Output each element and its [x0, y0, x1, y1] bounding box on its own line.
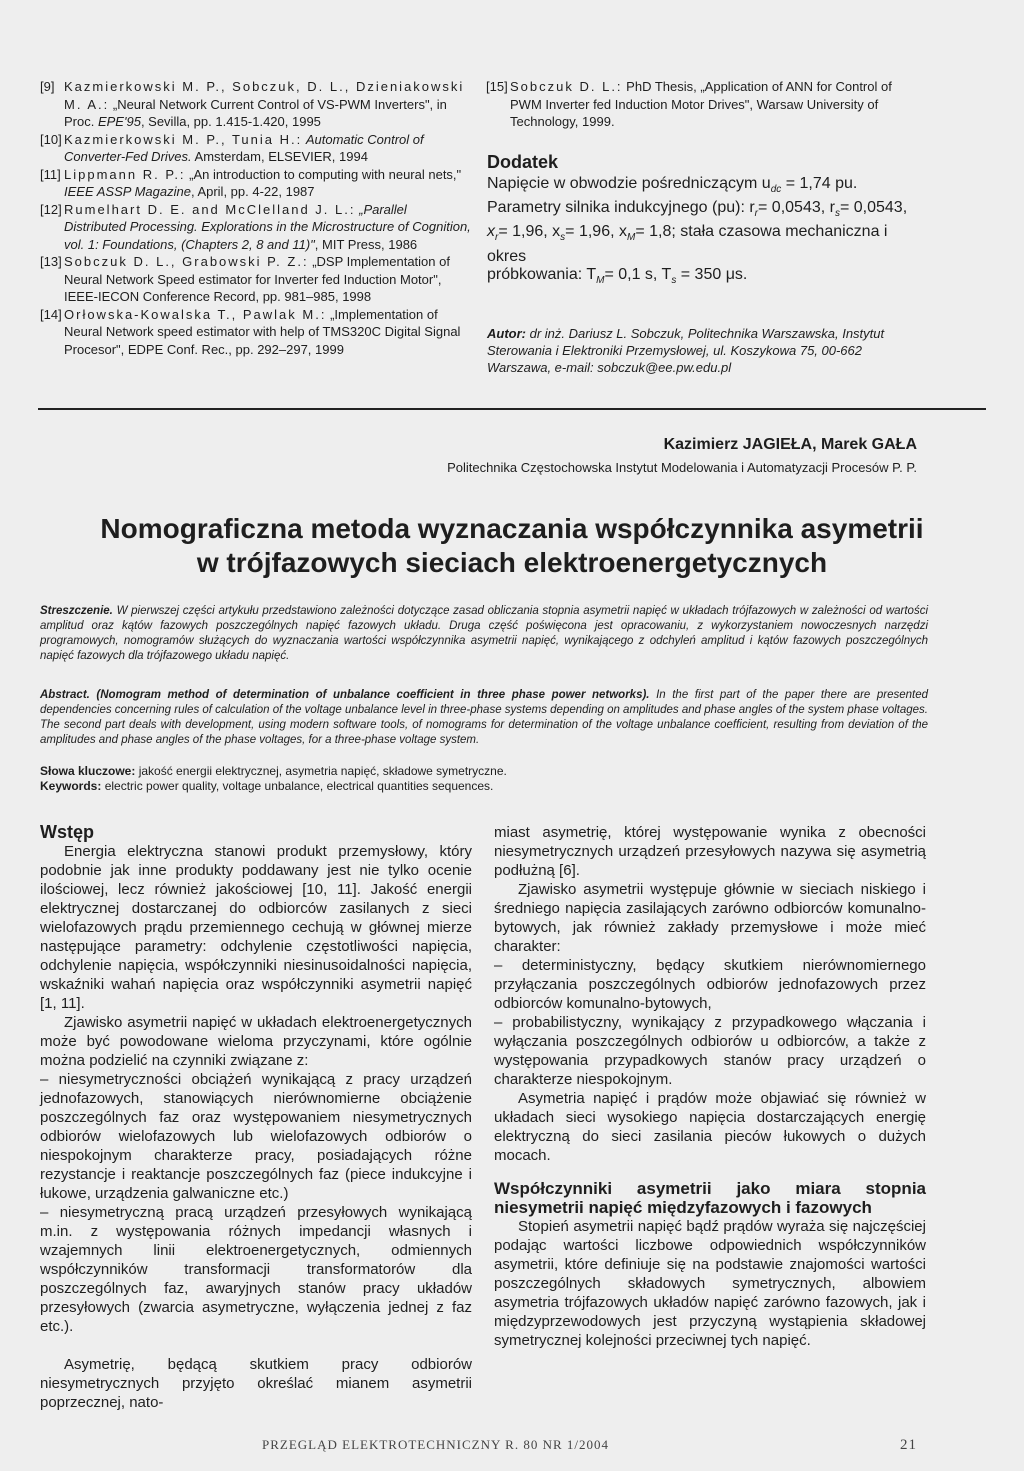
section-heading: Współczynniki asymetrii jako miara stopnia niesymetrii napięć międzyfazowych i fazowych	[494, 1179, 926, 1217]
reference-item: [13] Sobczuk D. L., Grabowski P. Z.: „DSP Implementation of Neural Network Speed estimator for Inverter fed Induction Motor", IEEE-IECON Conference Record, pp. 981–985, 1998	[40, 254, 450, 304]
reference-item: [9] Kazmierkowski M. P., Sobczuk, D. L., Dzieniakowski M. A.: „Neural Network Current Control of VS-PWM Inverters", in Proc. EPE'95, Sevilla, pp. 1.415-1.420, 1995	[40, 79, 465, 129]
reference-item: [15] Sobczuk D. L.: PhD Thesis, „Application of ANN for Control of PWM Inverter fed Induction Motor Drives", Warsaw University of Technology, 1999.	[486, 79, 892, 129]
reference-item: [11] Lippmann R. P.: „An introduction to computing with neural nets," IEEE ASSP Magazine, April, pp. 4-22, 1987	[40, 166, 462, 199]
reference-item: [12] Rumelhart D. E. and McClelland J. L.: „Parallel Distributed Processing. Explorations in the Microstructure of Cognition, vol. 1: Foundations, (Chapters 2, 8 and 11)", MIT Press, 1986	[40, 201, 471, 252]
reference-item: [14] Orłowska-Kowalska T., Pawlak M.: „Implementation of Neural Network speed estimator with help of TMS320C Digital Signal Procesor", EDPE Conf. Rec., pp. 292–297, 1999	[40, 306, 461, 357]
page-number: 21	[900, 1437, 917, 1453]
references-left	[40, 78, 472, 358]
keywords: Słowa kluczowe: jakość energii elektrycznej, asymetria napięć, składowe symetryczne. Keywords: electric power quality, voltage unbalance, electrical quantities sequences.	[40, 764, 507, 793]
article-authors: Kazimierz JAGIEŁA, Marek GAŁA	[663, 436, 917, 453]
reference-item: [10] Kazmierkowski M. P., Tunia H.: Automatic Control of Converter-Fed Drives. Amsterdam, ELSEVIER, 1994	[40, 131, 424, 164]
streszczenie: Streszczenie. W pierwszej części artykułu przedstawiono zależności dotyczące zasad obliczania stopnia asymetrii napięć w układach trójfazowych w zależności od wartości amplitud oraz kątów fazowych poszczególnych napięć fazowych układu. Druga część poświęcona jest opracowaniu, z wykorzystaniem nowoczesnych narzędzi programowych, nomogramów służących do wyznaczania wartości współczynnika asymetrii napięć, wynikającego z odchyleń amplitud i kątów fazowych poszczególnych napięć fazowych dla trójfazowego układu napięć.	[40, 605, 928, 662]
journal-footer: PRZEGLĄD ELEKTROTECHNICZNY R. 80 NR 1/2004	[262, 1437, 610, 1452]
body-left-column: Wstęp Energia elektryczna stanowi produkt przemysłowy, który podobnie jak inne produkty poddawany jest nie tylko ocenie ilościowej, lecz również jakościowej [10, 11]. Jakość energii elektrycznej dostarczanej do odbiorców zasilanych z sieci wielofazowych prądu przemiennego cechują w głównej mierze następujące parametry: odchylenie częstotliwości napięcia, odchylenie napięcia, współczynniki niesinusoidalności napięcia, wskaźniki wahań napięcia oraz współczynniki asymetrii napięć [1, 11]. Zjawisko asymetrii napięć w układach elektroenergetycznych może być powodowane wieloma przyczynami, które ogólnie można podzielić na czynniki związane z: – niesymetryczności obciążeń wynikającą z pracy urządzeń jednofazowych, stanowiących nierównomierne obciążenie poszczególnych faz oraz występowaniem niesymetrycznych odbiorów wielofazowych lub wielofazowych odbiorów o niespokojnym charakterze pracy, posiadających różne rezystancje i reaktancje poszczególnych faz (piece indukcyjne i łukowe, urządzenia galwaniczne etc.) – niesymetryczną pracą urządzeń przesyłowych wynikającą m.in. z występowania różnych impedancji własnych i wzajemnych linii elektroenergetycznych, odmiennych współczynników transformacji transformatorów dla poszczególnych faz, awaryjnych stanów pracy układów przesyłowych (zwarcia asymetryczne, wyłączenia jednej z faz etc.). Asymetrię, będącą skutkiem pracy odbiorów niesymetrycznych przyjęto określać mianem asymetrii poprzecznej, nato-	[40, 822, 472, 1411]
article-title: Nomograficzna metoda wyznaczania współczynnika asymetrii w trójfazowych sieciach elektroenergetycznych	[100, 513, 924, 578]
section-divider	[38, 408, 986, 410]
author-note: Autor: dr inż. Dariusz L. Sobczuk, Politechnika Warszawska, Instytut Sterowania i Elektroniki Przemysłowej, ul. Koszykowa 75, 00-662 Warszawa, e-mail: sobczuk@ee.pw.edu.pl	[487, 326, 885, 375]
dodatek-section	[487, 152, 927, 290]
dodatek-title: Dodatek	[487, 152, 559, 172]
body-right-column: miast asymetrię, której występowanie wynika z obecności niesymetrycznych urządzeń przesyłowych nazywa się asymetrią podłużną [6]. Zjawisko asymetrii występuje głównie w sieciach niskiego i średniego napięcia zasilających zarówno odbiorców komunalno-bytowych, jak również zakłady przemysłowe i może mieć charakter: – deterministyczny, będący skutkiem nierównomiernego przyłączania poszczególnych odbiorów jednofazowych przez odbiorców komunalno-bytowych, – probabilistyczny, wynikający z przypadkowego włączania i wyłączania poszczególnych odbiorów u odbiorców, a także z występowania przypadkowych stanów pracy urządzeń o charakterze niespokojnym. Asymetria napięć i prądów może objawiać się również w układach sieci wysokiego napięcia dostarczających energię elektryczną do sieci zasilania pieców łukowych o dużych mocach. Współczynniki asymetrii jako miara stopnia niesymetrii napięć międzyfazowych i fazowych Stopień asymetrii napięć bądź prądów wyraża się najczęściej podając wartości liczbowe odpowiednich współczynników asymetrii, które definiuje się na podstawie znajomości wartości poszczególnych składowych symetrycznych, albowiem asymetria trójfazowych układów napięć zarówno fazowych, jak i międzyprzewodowych jest przyczyną wystąpienia składowej symetrycznej kolejności przeciwnej tych napięć.	[494, 824, 926, 1349]
dodatek-text: Napięcie w obwodzie pośredniczącym $u_{dc} = 1,74$ pu. Parametry silnika indukcyjnego (pu): $r_r= 0,0543$, $r_s= 0,0543$, $x_r= 1,96$, $x_s= 1,96$, $x_M= 1,8$; stała czasowa mechaniczna i okres próbkowania: $T_M= 0,1$ s, $T_s = 350$ μs.	[487, 175, 908, 286]
article-affiliation: Politechnika Częstochowska Instytut Modelowania i Automatyzacji Procesów P. P.	[447, 460, 917, 475]
abstract: Abstract. (Nomogram method of determination of unbalance coefficient in three phase power networks). In the first part of the paper there are presented dependencies concerning rules of calculation of the voltage unbalance level in three-phase systems depending on amplitudes and phase angles of the system phase voltages. The second part deals with development, using modern software tools, of nomograms for determination of the voltage unbalance coefficient, resulting from deviation of the amplitudes and phase angles of the phase voltages, for a three-phase voltage system.	[40, 689, 929, 746]
section-heading: Wstęp	[40, 822, 94, 842]
reference-right	[486, 78, 926, 131]
